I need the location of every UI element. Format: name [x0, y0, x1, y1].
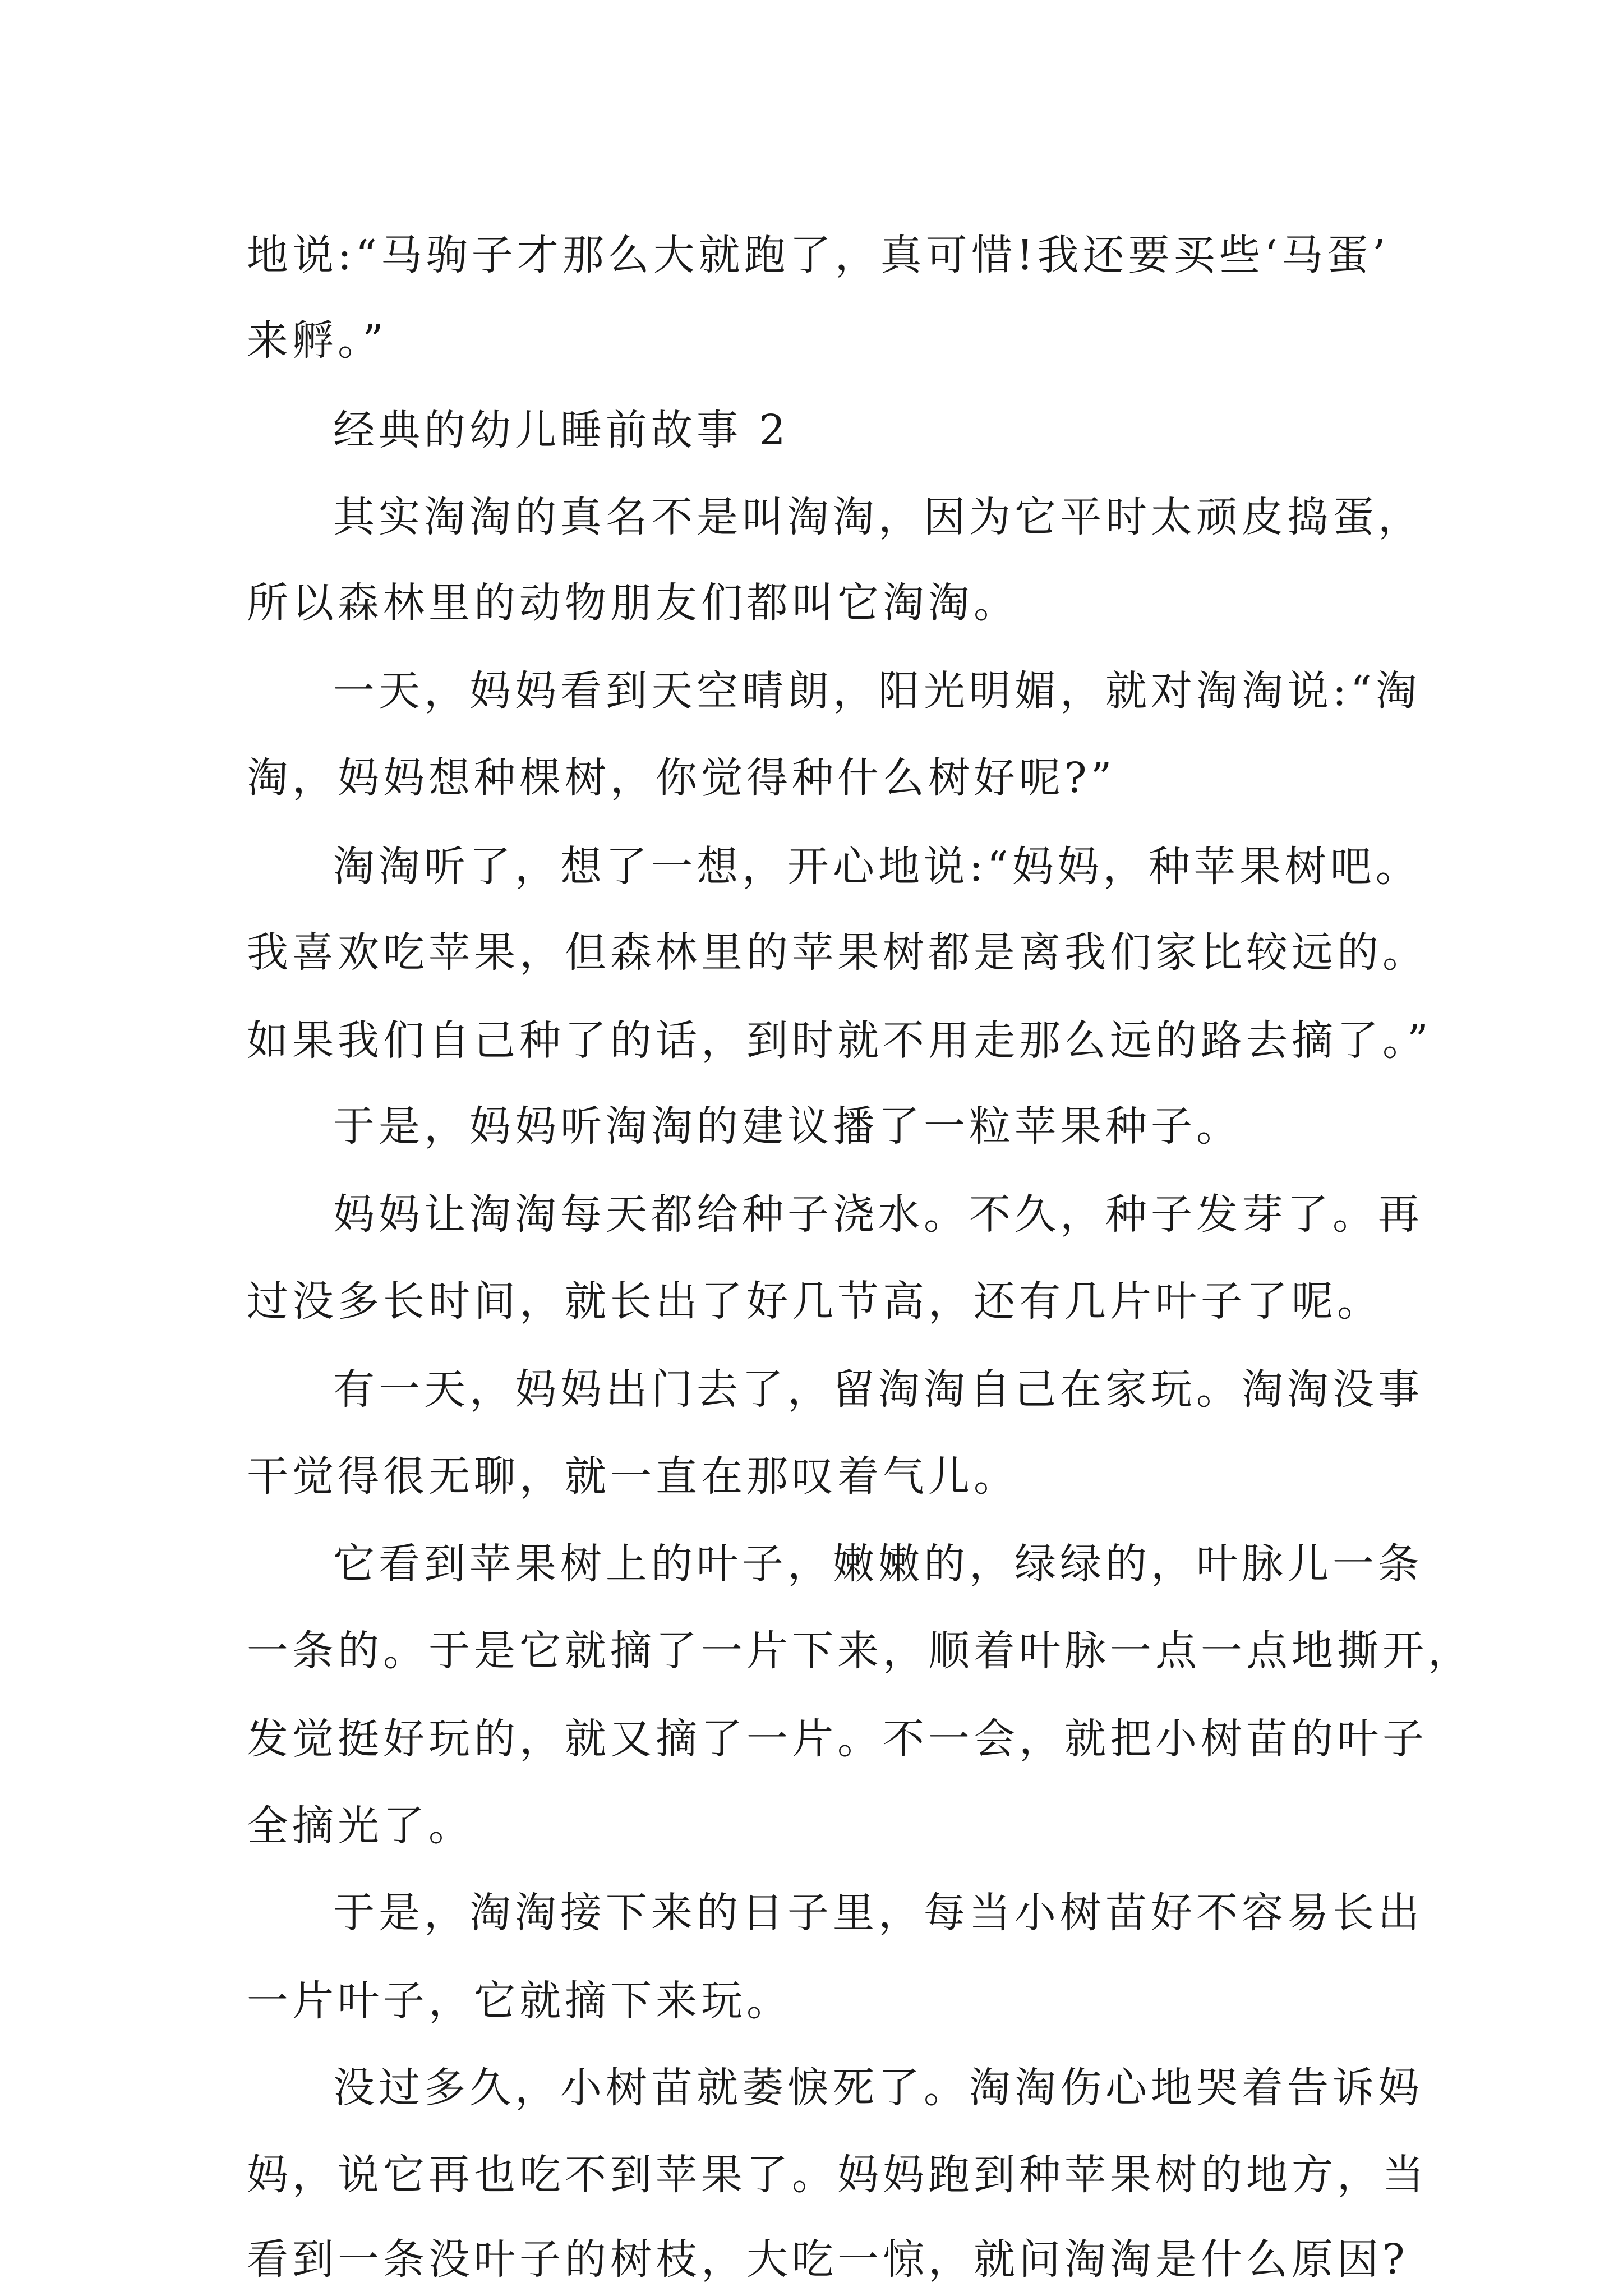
text-line: 我喜欢吃苹果，但森林里的苹果树都是离我们家比较远的。 [247, 928, 1428, 977]
text-line: 于是，淘淘接下来的日子里，每当小树苗好不容易长出 [333, 1889, 1423, 1937]
text-line: 妈，说它再也吃不到苹果了。妈妈跑到种苹果树的地方，当 [247, 2151, 1428, 2199]
text-line: 一条的。于是它就摘了一片下来，顺着叶脉一点一点地撕开， [247, 1627, 1473, 1675]
text-line: 淘淘听了，想了一想，开心地说:“妈妈，种苹果树吧。 [333, 843, 1421, 891]
text-line: 全摘光了。 [247, 1802, 474, 1850]
text-line: 它看到苹果树上的叶子，嫩嫩的，绿绿的，叶脉儿一条 [333, 1540, 1423, 1588]
text-line: 来孵。” [247, 316, 388, 365]
text-line: 发觉挺好玩的，就又摘了一片。不一会，就把小树苗的叶子 [247, 1715, 1428, 1763]
text-line: 没过多久，小树苗就萎悷死了。淘淘伤心地哭着告诉妈 [333, 2064, 1423, 2112]
text-line: 有一天，妈妈出门去了，留淘淘自己在家玩。淘淘没事 [333, 1365, 1423, 1414]
text-line: 于是，妈妈听淘淘的建议播了一粒苹果种子。 [333, 1102, 1242, 1151]
text-line: 淘，妈妈想种棵树，你觉得种什么树好呢?” [247, 754, 1116, 802]
text-line: 妈妈让淘淘每天都给种子浇水。不久，种子发芽了。再 [333, 1190, 1423, 1239]
text-line: 其实淘淘的真名不是叫淘淘，因为它平时太顽皮捣蛋， [333, 493, 1423, 541]
text-line: 地说:“马驹子才那么大就跑了，真可惜!我还要买些‘马蛋’ [247, 231, 1390, 279]
text-line: 如果我们自己种了的话，到时就不用走那么远的路去摘了。” [247, 1016, 1432, 1065]
text-line: 干觉得很无聊，就一直在那叹着气儿。 [247, 1452, 1019, 1501]
text-line: 所以森林里的动物朋友们都叫它淘淘。 [247, 579, 1019, 627]
section-heading: 经典的幼儿睡前故事 2 [333, 406, 790, 454]
text-line: 一天，妈妈看到天空晴朗，阳光明媚，就对淘淘说:“淘 [333, 667, 1421, 715]
text-line: 过没多长时间，就长出了好几节高，还有几片叶子了呢。 [247, 1277, 1382, 1326]
text-line: 看到一条没叶子的树枝，大吃一惊，就问淘淘是什么原因? [247, 2235, 1409, 2284]
text-line: 一片叶子，它就摘下来玩。 [247, 1977, 792, 2025]
